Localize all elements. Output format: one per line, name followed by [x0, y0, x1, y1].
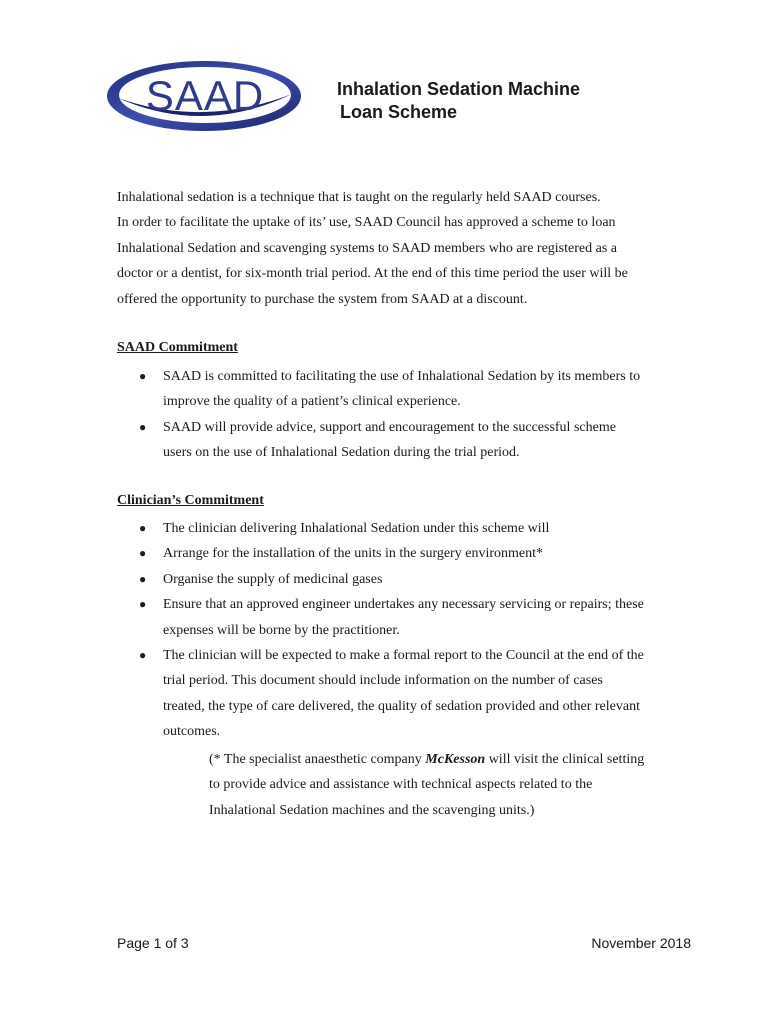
list-item-line: Ensure that an approved engineer undertakes any necessary servicing or repairs; these: [163, 597, 644, 613]
list-item: [117, 567, 707, 592]
list-item: [117, 364, 707, 415]
intro-line: Inhalational Sedation and scavenging systems to SAAD members who are registered as a: [117, 240, 617, 256]
page-number: Page 1 of 3: [117, 935, 189, 951]
title-line-2: Loan Scheme: [340, 102, 458, 122]
list-item-line: SAAD is committed to facilitating the use of Inhalational Sedation by its members to: [163, 369, 641, 384]
intro-line: Inhalational sedation is a technique that is taught on the regularly held SAAD courses.: [117, 190, 601, 205]
bullet-icon: ●: [139, 648, 147, 663]
saad-commitment-list: [117, 364, 707, 466]
company-name: McKesson: [425, 752, 486, 767]
list-item: [117, 415, 707, 466]
bullet-icon: ●: [139, 419, 147, 434]
bullet-icon: ●: [139, 369, 147, 383]
list-item-line: Organise the supply of medicinal gases: [163, 571, 383, 587]
document-title: [337, 78, 580, 124]
list-item-line: The clinician will be expected to make a formal report to the Council at the end of the: [163, 648, 644, 664]
mckesson-note: [209, 747, 709, 823]
list-item-line: users on the use of Inhalational Sedation during the trial period.: [163, 445, 520, 461]
list-item-line: trial period. This document should include information on the number of cases: [163, 673, 603, 689]
intro-line: doctor or a dentist, for six-month trial period. At the end of this time period the user will be: [117, 266, 628, 282]
list-item: [117, 541, 707, 566]
intro-line: offered the opportunity to purchase the system from SAAD at a discount.: [117, 291, 528, 307]
clinician-commitment-heading: Clinician’s Commitment: [117, 493, 264, 508]
document-date: November 2018: [591, 935, 691, 951]
intro-paragraph: [117, 185, 707, 312]
bullet-icon: ●: [139, 597, 147, 612]
list-item-line: expenses will be borne by the practitioner.: [163, 622, 400, 638]
list-item: [117, 516, 707, 541]
list-item-line: outcomes.: [163, 724, 221, 740]
logo-text: SAAD: [145, 72, 265, 119]
list-item-line: The clinician delivering Inhalational Sedation under this scheme will: [163, 521, 550, 536]
bullet-icon: ●: [139, 571, 147, 586]
title-line-1: Inhalation Sedation Machine: [337, 79, 581, 99]
clinician-commitment-list: [117, 516, 707, 745]
list-item-line: improve the quality of a patient’s clinical experience.: [163, 394, 461, 410]
list-item: [117, 592, 707, 643]
note-prefix: (* The specialist anaesthetic company: [209, 752, 426, 767]
list-item-line: SAAD will provide advice, support and encouragement to the successful scheme: [163, 419, 616, 435]
note-suffix: will visit the clinical setting: [485, 752, 645, 767]
list-item-line: Arrange for the installation of the units in the surgery environment*: [163, 546, 543, 562]
intro-line: In order to facilitate the uptake of its’ use, SAAD Council has approved a scheme to loan: [117, 215, 616, 231]
bullet-icon: ●: [139, 546, 147, 561]
note-line: [209, 747, 709, 772]
bullet-icon: ●: [139, 521, 147, 535]
note-line: Inhalational Sedation machines and the scavenging units.): [209, 802, 535, 818]
note-line: to provide advice and assistance with technical aspects related to the: [209, 777, 593, 793]
list-item: [117, 643, 707, 745]
list-item-line: treated, the type of care delivered, the quality of sedation provided and other relevant: [163, 698, 640, 714]
saad-commitment-heading: SAAD Commitment: [117, 340, 238, 355]
saad-logo: [104, 58, 304, 134]
